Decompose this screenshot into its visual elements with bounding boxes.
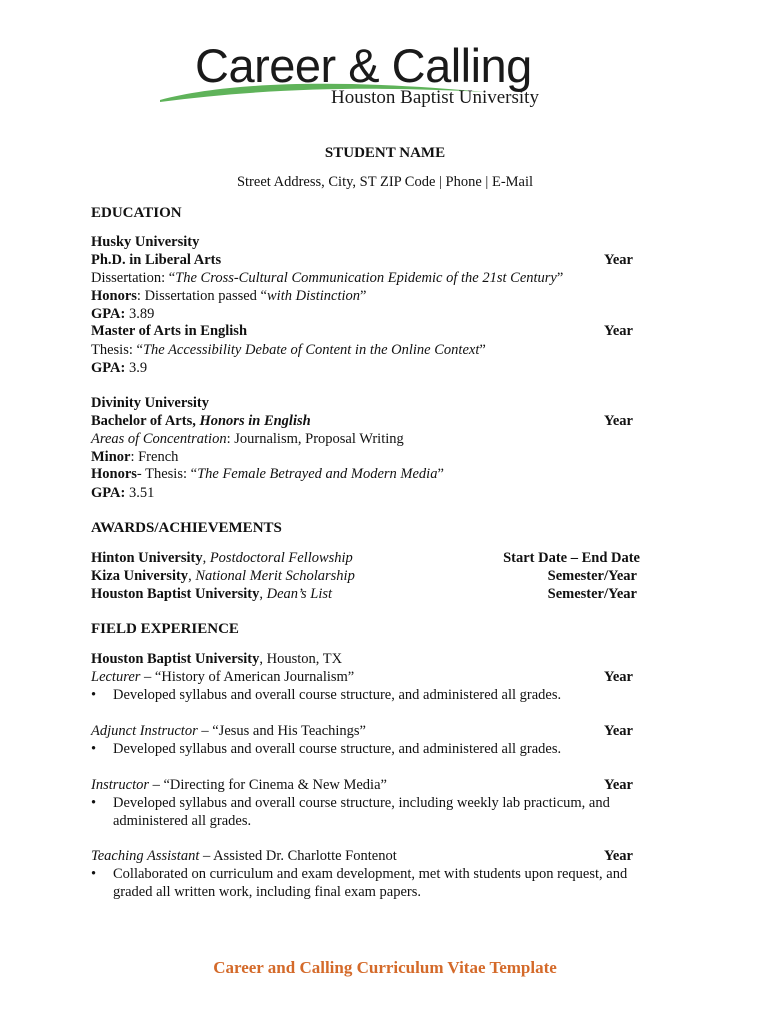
award-date: Semester/Year [547,586,637,602]
bullet-icon: • [91,687,97,703]
honors-thesis-line: Honors- Thesis: “The Female Betrayed and Modern Media” [91,466,444,482]
bullet-icon: • [91,866,97,882]
contact-line: Street Address, City, ST ZIP Code | Phone | E-Mail [236,174,534,190]
role-line: Instructor – “Directing for Cinema & New Media” [91,777,387,793]
gpa-line: GPA: 3.51 [91,485,155,501]
thesis-line: Thesis: “The Accessibility Debate of Content in the Online Context” [91,342,486,358]
gpa-line: GPA: 3.9 [91,360,148,376]
award-date: Start Date – End Date [503,550,640,566]
logo-brand: Career & Calling [195,39,532,92]
phd-degree: Ph.D. in Liberal Arts [91,252,222,268]
role-bullet: Developed syllabus and overall course structure, and administered all grades. [113,741,562,757]
award-item: Hinton University, Postdoctoral Fellowship [91,550,353,566]
awards-heading: AWARDS/ACHIEVEMENTS [91,520,282,536]
role-line: Adjunct Instructor – “Jesus and His Teachings” [91,723,366,739]
school-husky: Husky University [91,234,200,250]
role-line: Teaching Assistant – Assisted Dr. Charlotte Fontenot [91,848,397,864]
role-line: Lecturer – “History of American Journalism” [91,669,355,685]
phd-year: Year [604,252,633,268]
ma-degree: Master of Arts in English [91,323,248,339]
ba-degree: Bachelor of Arts, Honors in English [91,413,311,429]
dissertation-line: Dissertation: “The Cross-Cultural Communication Epidemic of the 21st Century” [91,270,564,286]
award-item: Houston Baptist University, Dean’s List [91,586,333,602]
school-divinity: Divinity University [91,395,210,411]
logo-university: Houston Baptist University [331,87,539,108]
role-year: Year [604,777,633,793]
award-item: Kiza University, National Merit Scholarship [91,568,355,584]
role-bullet: Collaborated on curriculum and exam development, met with students upon request, and graded all written work, including final exam papers. [113,866,628,900]
bullet-icon: • [91,741,97,757]
ba-year: Year [604,413,633,429]
role-year: Year [604,723,633,739]
bullet-icon: • [91,795,97,811]
field-org: Houston Baptist University, Houston, TX [91,651,343,667]
career-calling-logo [155,39,625,116]
education-heading: EDUCATION [91,205,182,221]
gpa-line: GPA: 3.89 [91,306,155,322]
role-bullet: Developed syllabus and overall course structure, including weekly lab practicum, and administered all grades. [113,795,610,829]
field-heading: FIELD EXPERIENCE [91,621,239,637]
ma-year: Year [604,323,633,339]
role-year: Year [604,848,633,864]
honors-line: Honors: Dissertation passed “with Distinction” [91,288,367,304]
role-year: Year [604,669,633,685]
areas-line: Areas of Concentration: Journalism, Proposal Writing [91,431,404,447]
minor-line: Minor: French [91,449,179,465]
footer-title: Career and Calling Curriculum Vitae Template [213,958,557,977]
student-name: STUDENT NAME [324,145,446,161]
role-bullet: Developed syllabus and overall course structure, and administered all grades. [113,687,562,703]
award-date: Semester/Year [547,568,637,584]
